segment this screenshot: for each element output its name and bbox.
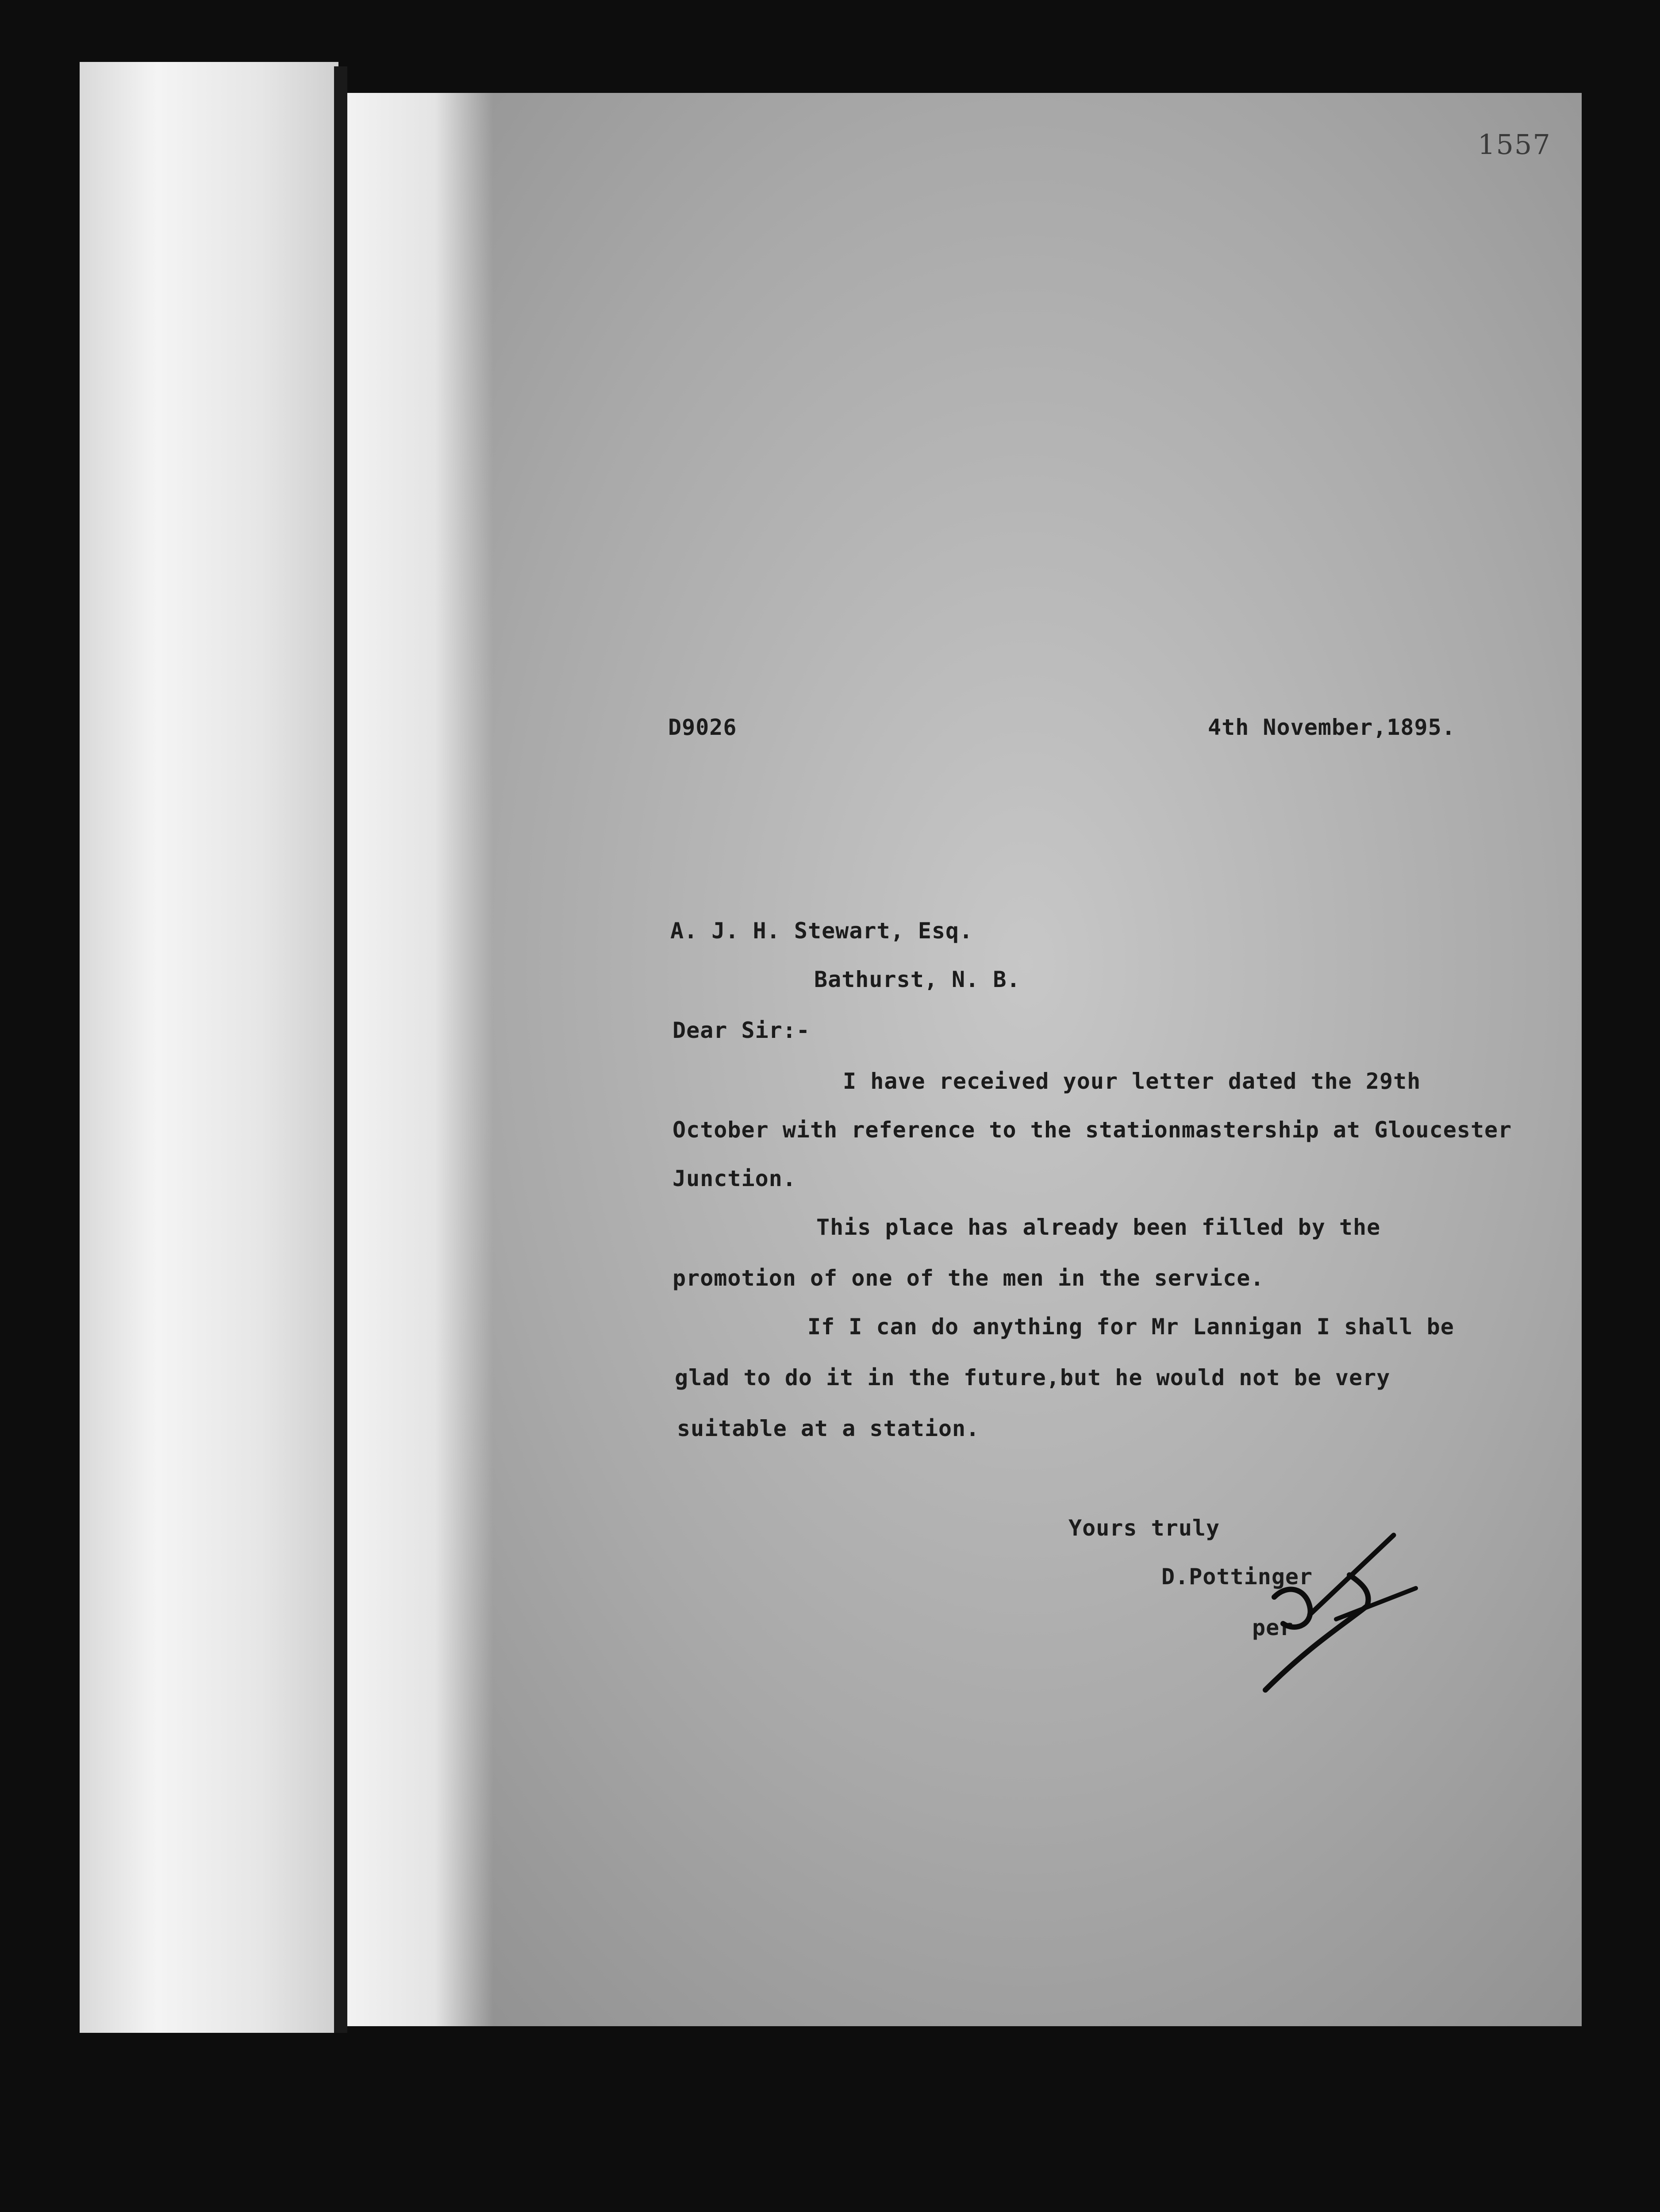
book-spine bbox=[334, 66, 347, 2033]
body-line: October with reference to the stationmastership at Gloucester bbox=[672, 1117, 1512, 1143]
body-line: suitable at a station. bbox=[677, 1416, 980, 1441]
signatory: D.Pottinger bbox=[1161, 1564, 1313, 1590]
recipient-place: Bathurst, N. B. bbox=[814, 967, 1021, 992]
left-page-edge bbox=[80, 62, 338, 2033]
body-line: promotion of one of the men in the service. bbox=[672, 1265, 1264, 1291]
letter-reference: D9026 bbox=[668, 714, 737, 740]
body-line: This place has already been filled by the bbox=[816, 1214, 1381, 1240]
handwritten-signature bbox=[1257, 1531, 1420, 1699]
recipient-name: A. J. H. Stewart, Esq. bbox=[670, 918, 973, 944]
page-number: 1557 bbox=[1478, 128, 1551, 161]
letter-page bbox=[347, 93, 1582, 2026]
body-line: I have received your letter dated the 29th bbox=[843, 1068, 1421, 1094]
per-label: per bbox=[1252, 1615, 1294, 1640]
closing: Yours truly bbox=[1068, 1515, 1220, 1541]
body-line: If I can do anything for Mr Lannigan I shall be bbox=[807, 1314, 1454, 1340]
body-line: Junction. bbox=[672, 1166, 796, 1191]
letter-date: 4th November,1895. bbox=[1208, 714, 1456, 740]
page-fold-highlight bbox=[347, 93, 493, 2026]
salutation: Dear Sir:- bbox=[672, 1018, 811, 1043]
body-line: glad to do it in the future,but he would not be very bbox=[675, 1365, 1391, 1390]
